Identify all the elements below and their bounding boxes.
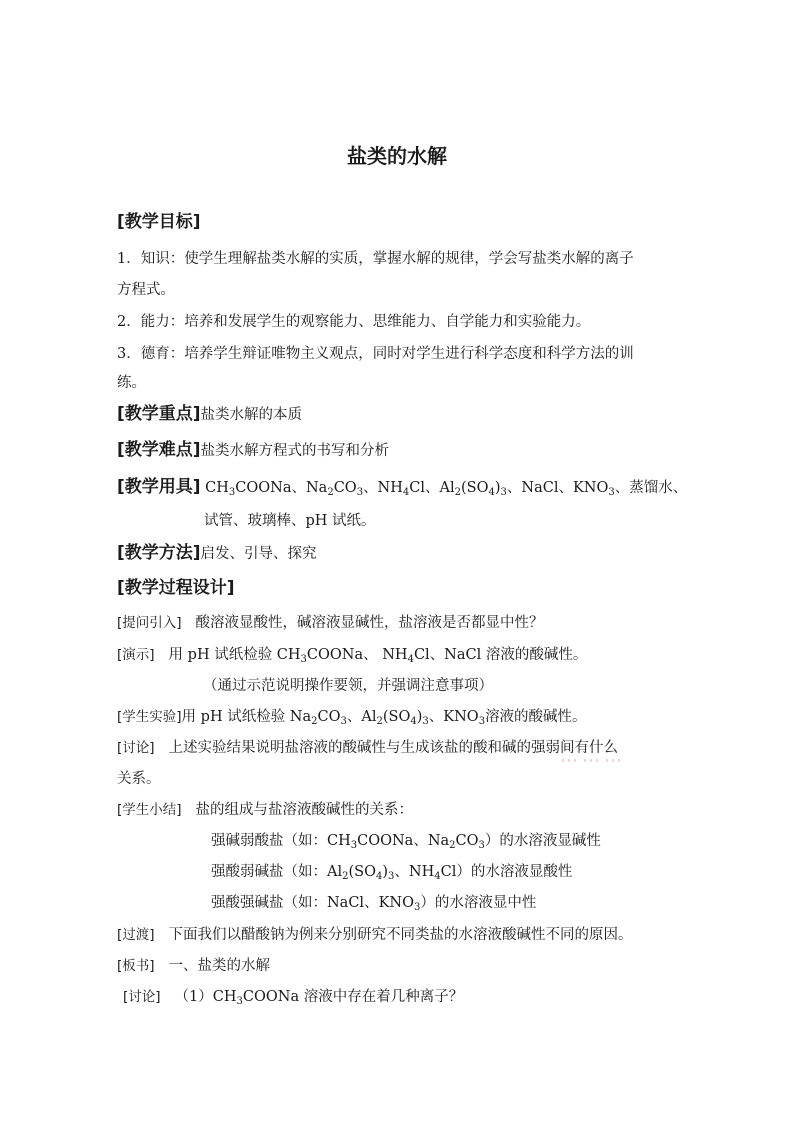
difficulty-label: [教学难点] [117,440,201,460]
key-point-label: [教学重点] [117,404,201,424]
methods-label: [教学方法] [117,543,201,563]
objective-3-line-1: 3．德育：培养学生辩证唯物主义观点，同时对学生进行科学态度和科学方法的训 [117,346,634,362]
intro-question [117,613,544,633]
demo-note: （通过示范说明操作要领，并强调注意事项） [203,678,493,694]
discussion-tag: [讨论] [117,740,155,756]
demo-text: 用 pH 试纸检验 $CH_3COONa$、 $NH_4Cl$、NaCl 溶液的酸碱性。 [168,647,588,665]
student-summary [117,800,413,820]
difficulty [117,440,389,461]
summary-tag: [学生小结] [117,802,182,818]
objective-1-line-1: 1．知识：使学生理解盐类水解的实质，掌握水解的规律，学会写盐类水解的离子 [117,251,634,267]
intro-tag: [提问引入] [117,615,182,631]
demo-tag: [演示] [117,647,155,663]
process-heading: [教学过程设计] [117,578,235,598]
page-title: 盐类的水解 [347,144,447,168]
discussion-line-1 [117,738,618,758]
tools-line-1 [117,477,687,498]
tools-line-2: 试管、玻璃棒、pH 试纸。 [204,513,376,529]
transition [117,925,633,945]
discussion-2-text: $(1)CH_3COONa$ 溶液中存在着几种离子？ [174,989,464,1007]
key-point-text: 盐类水解的本质 [200,407,303,423]
board-writing [117,956,270,976]
summary-text: 盐的组成与盐溶液酸碱性的关系： [195,802,414,818]
summary-item-1: 强碱弱酸盐（如：$CH_3COONa$、$Na_2CO_3$）的水溶液显碱性 [211,833,601,851]
transition-tag: [过渡] [117,927,155,943]
board-tag: [板书] [117,958,155,974]
discussion-line-2: 关系。 [117,771,161,787]
student-experiment [117,707,587,727]
summary-item-3: 强酸强碱盐（如：NaCl、$KNO_3$）的水溶液显中性 [211,895,537,913]
discussion-2 [123,987,463,1007]
objectives-heading: [教学目标] [117,212,201,232]
objective-1-line-2: 方程式。 [117,282,175,298]
key-point [117,404,302,425]
discussion-text: 上述实验结果说明盐溶液的酸碱性与生成该盐的酸和碱的强弱间有什么 [168,740,619,756]
methods-text: 启发、引导、探究 [200,546,317,562]
difficulty-text: 盐类水解方程式的书写和分析 [200,443,390,459]
intro-text: 酸溶液显酸性，碱溶液显碱性，盐溶液是否都显中性？ [195,615,544,631]
demo [117,645,587,665]
objective-2: 2．能力：培养和发展学生的观察能力、思维能力、自学能力和实验能力。 [117,314,591,330]
summary-item-2: 强酸弱碱盐（如：$Al_2(SO_4)_3$、$NH_4Cl$）的水溶液显酸性 [211,864,573,882]
objective-3-line-2: 练。 [117,375,146,391]
board-text: 一、盐类的水解 [168,958,271,974]
experiment-text: 用 pH 试纸检验 $Na_2CO_3$、$Al_2(SO_4)_3$、$KNO_3$溶液的酸碱性。 [181,709,587,727]
methods [117,543,317,564]
tools-materials: $CH_3COONa$、$Na_2CO_3$、$NH_4Cl$、$Al_2(SO_4)_3$、NaCl、$KNO_3$、蒸馏水、 [205,480,688,498]
experiment-tag: [学生实验] [117,709,182,725]
discussion-2-tag: [讨论] [123,989,161,1005]
transition-text: 下面我们以醋酸钠为例来分别研究不同类盐的水溶液酸碱性不同的原因。 [168,927,633,943]
tools-label: [教学用具] [117,477,201,497]
watermark-mark: ⋯⋯⋯ [560,750,626,771]
